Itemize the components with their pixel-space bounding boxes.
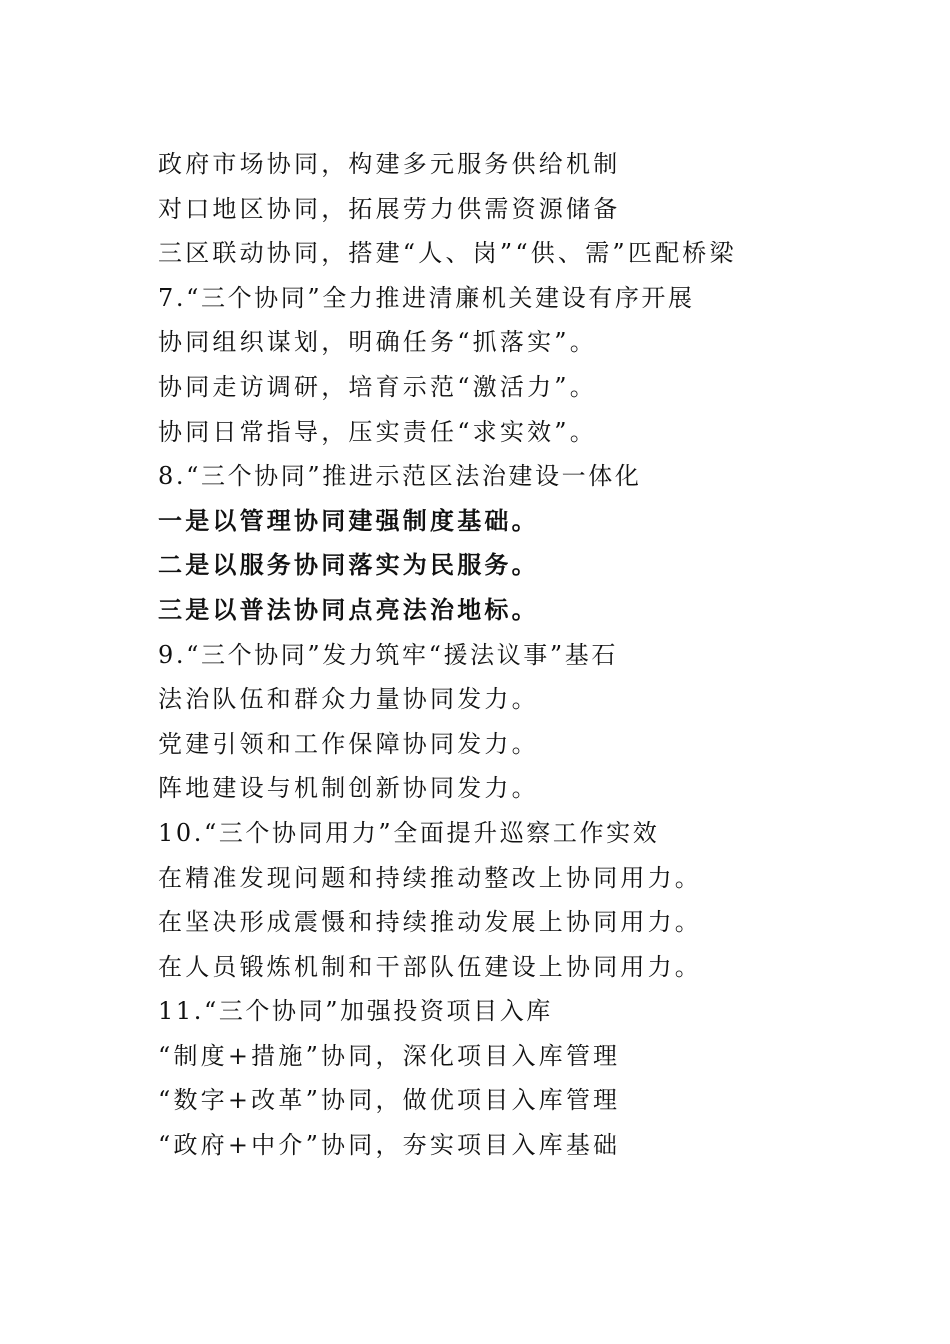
- text-line: 在精准发现问题和持续推动整改上协同用力。: [158, 863, 702, 892]
- text-line: 党建引领和工作保障协同发力。: [158, 729, 539, 758]
- section-heading: 10.“三个协同用力”全面提升巡察工作实效: [158, 818, 660, 847]
- text-line: 三区联动协同，搭建“人、岗”“供、需”匹配桥梁: [158, 239, 737, 268]
- text-line: 协同组织谋划，明确任务“抓落实”。: [158, 328, 597, 357]
- text-line: 法治队伍和群众力量协同发力。: [158, 685, 539, 714]
- text-line: 阵地建设与机制创新协同发力。: [158, 774, 539, 803]
- text-line: “数字+改革”协同，做优项目入库管理: [158, 1086, 621, 1115]
- text-line: 在坚决形成震慑和持续推动发展上协同用力。: [158, 908, 702, 937]
- text-line: 在人员锻炼机制和干部队伍建设上协同用力。: [158, 952, 702, 981]
- section-heading: 11.“三个协同”加强投资项目入库: [158, 997, 553, 1026]
- bold-point: 二是以服务协同落实为民服务。: [158, 550, 539, 580]
- section-heading: 7.“三个协同”全力推进清廉机关建设有序开展: [158, 283, 695, 312]
- section-heading: 8.“三个协同”推进示范区法治建设一体化: [158, 462, 642, 491]
- text-line: 协同日常指导，压实责任“求实效”。: [158, 417, 597, 446]
- text-line: “制度+措施”协同，深化项目入库管理: [158, 1041, 621, 1070]
- text-line: 协同走访调研，培育示范“激活力”。: [158, 372, 597, 401]
- text-line: 对口地区协同，拓展劳力供需资源储备: [158, 194, 621, 223]
- text-line: 政府市场协同，构建多元服务供给机制: [158, 150, 621, 178]
- bold-point: 一是以管理协同建强制度基础。: [158, 505, 539, 535]
- bold-point: 三是以普法协同点亮法治地标。: [158, 594, 539, 624]
- section-heading: 9.“三个协同”发力筑牢“援法议事”基石: [158, 640, 618, 669]
- text-line: “政府+中介”协同，夯实项目入库基础: [158, 1131, 621, 1160]
- document-body: [158, 142, 918, 1168]
